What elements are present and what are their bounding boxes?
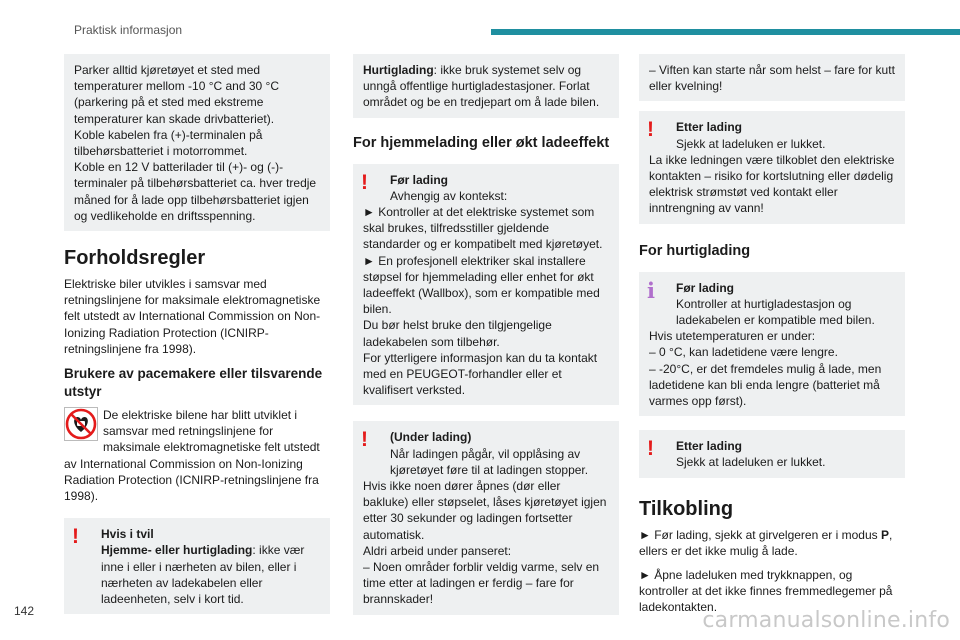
header-accent-bar xyxy=(491,29,960,35)
step-text: ► Før lading, sjekk at girvelgeren er i modus xyxy=(639,527,881,542)
pacemaker-block xyxy=(64,407,330,504)
connection-step-1 xyxy=(639,527,905,559)
connection-step-2: ► Åpne ladeluken med trykknappen, og kontroller at det ikke finnes fremmedlegemer på ladekontakten. xyxy=(639,568,893,615)
storage-note-line: Parker alltid kjøretøyet et sted med temperaturer mellom -10 °C and 30 °C (parkering på et sted med ekstreme temperaturer kan skade drivbatteriet). xyxy=(74,63,280,126)
warning-line: La ikke ledningen være tilkoblet den elektriske kontakten – risiko for kortslutning eller dødelig elektrisk strømstøt ved kontakt eller inntrengning av vann! xyxy=(649,152,895,216)
fan-warning-box xyxy=(639,54,905,101)
precautions-paragraph: Elektriske biler utvikles i samsvar med retningslinjene for maksimale elektromagnetiske felt utstedt av International Commission on Non-Ionizing Radiation Protection (ICNIRP-retningslinjene fra 1998). xyxy=(64,277,321,356)
storage-note-line: Koble en 12 V batterilader til (+)- og (-)-terminaler på tilbehørsbatteriet ca. hver tredje måned for å lade opp tilbehørsbatteriet igjen og vedlikeholde en driftsspenning. xyxy=(74,160,317,223)
warning-title: Hvis i tvil xyxy=(101,527,154,542)
warning-line: Sjekk at ladeluken er lukket. xyxy=(676,455,826,470)
warning-icon: ! xyxy=(361,428,368,452)
fast-charging-note xyxy=(363,62,609,111)
warning-line: Når ladingen pågår, vil opplåsing av kjøretøyet føre til at ladingen stopper. xyxy=(390,446,589,477)
warning-box-before-charging xyxy=(353,164,619,406)
info-title: Før lading xyxy=(676,280,734,295)
warning-bold-term: Hjemme- eller hurtiglading xyxy=(101,543,253,558)
fan-warning-text: – Viften kan starte når som helst – fare for kutt eller kvelning! xyxy=(649,63,895,94)
warning-line: Hvis ikke noen dører åpnes (dør eller bakluke) eller støpselet, låses kjøretøyet igjen etter 30 sekunder og ladingen fortsetter automatisk. xyxy=(363,479,607,542)
warning-icon: ! xyxy=(361,170,368,194)
info-box-before-charging xyxy=(639,272,905,417)
fast-charging-note-box xyxy=(353,54,619,118)
column-3 xyxy=(639,54,905,624)
info-line: Hvis utetemperaturen er under: xyxy=(649,329,816,344)
section-heading-connection: Tilkobling xyxy=(639,497,734,520)
section-heading-home-charging: For hjemmelading eller økt ladeeffekt xyxy=(353,134,610,151)
fast-charging-bold: Hurtiglading xyxy=(363,63,434,77)
watermark: carmanualsonline.info xyxy=(702,608,950,633)
warning-line: Du bør helst bruke den tilgjengelige ladekabelen som tilbehør. xyxy=(363,318,552,349)
warning-title: (Under lading) xyxy=(390,430,472,445)
info-line: – 0 °C, kan ladetidene være lengre. xyxy=(649,345,838,360)
warning-line: Aldri arbeid under panseret: xyxy=(363,543,512,558)
warning-line: – Noen områder forblir veldig varme, selv en time etter at ladingen er ferdig – fare for brannskader! xyxy=(363,560,600,607)
pacemaker-text: De elektriske bilene har blitt utviklet i samsvar med retningslinjene for maksimale elektromagnetiske felt utstedt av International Commission on Non-Ionizing Radiation Protection (ICNIRP-retningslinjene fra 1998). xyxy=(64,408,320,504)
warning-line: ► Kontroller at det elektriske systemet som skal brukes, tilfredsstiller gjeldende standarder og er kompatibelt med kjøretøyet. xyxy=(363,205,603,252)
warning-line: For ytterligere informasjon kan du ta kontakt med en PEUGEOT-forhandler eller et kvalifisert verksted. xyxy=(363,350,598,398)
section-heading-fast-charging: For hurtiglading xyxy=(639,242,751,259)
gear-mode-p: P xyxy=(880,527,889,542)
pacemaker-subheading: Brukere av pacemakere eller tilsvarende utstyr xyxy=(64,366,323,400)
column-1 xyxy=(64,54,330,624)
warning-title: Før lading xyxy=(390,172,448,187)
fast-charging-text: : ikke bruk systemet selv og unngå offentlige hurtigladestasjoner. Forlat området og be en tredjepart om å lade bilen. xyxy=(363,63,600,110)
warning-box-after-charging xyxy=(639,111,905,223)
warning-icon: ! xyxy=(647,118,654,142)
warning-box-after-fast-charging xyxy=(639,430,905,477)
warning-icon: ! xyxy=(647,437,654,461)
section-heading-precautions: Forholdsregler xyxy=(64,247,206,270)
column-2 xyxy=(353,54,619,625)
warning-line: Avhengig av kontekst: xyxy=(390,188,508,203)
warning-box-if-in-doubt xyxy=(64,518,330,614)
no-pacemaker-icon xyxy=(64,407,98,441)
warning-line: Sjekk at ladeluken er lukket. xyxy=(676,136,826,151)
info-line: Kontroller at hurtigladestasjon og ladekabelen er kompatible med bilen. xyxy=(676,296,875,328)
warning-line: ► En profesjonell elektriker skal installere støpsel for hjemmelading eller enhet for økt ladeeffekt (Wallbox), som er kompatible med bilen. xyxy=(363,253,600,317)
warning-text xyxy=(74,542,320,607)
storage-note-line: Koble kabelen fra (+)-terminalen på tilbehørsbatteriet i motorrommet. xyxy=(74,127,263,159)
warning-text-rest: : ikke vær inne i eller i nærheten av bilen, eller i nærheten av ladekabelen eller ladeenheten, selv i kort tid. xyxy=(101,543,305,607)
page-header-title: Praktisk informasjon xyxy=(74,23,183,37)
warning-title: Etter lading xyxy=(676,439,743,454)
step-text: , ellers er det ikke mulig å lade. xyxy=(639,527,893,558)
info-line: – -20°C, er det fremdeles mulig å lade, men ladetidene kan bli enda lengre (batteriet må varmes opp først). xyxy=(649,361,882,409)
warning-title: Etter lading xyxy=(676,120,743,135)
info-icon: i xyxy=(647,277,655,303)
warning-box-during-charging xyxy=(353,421,619,614)
page-number: 142 xyxy=(14,604,35,618)
storage-note-box xyxy=(64,54,330,231)
warning-icon: ! xyxy=(72,525,79,549)
